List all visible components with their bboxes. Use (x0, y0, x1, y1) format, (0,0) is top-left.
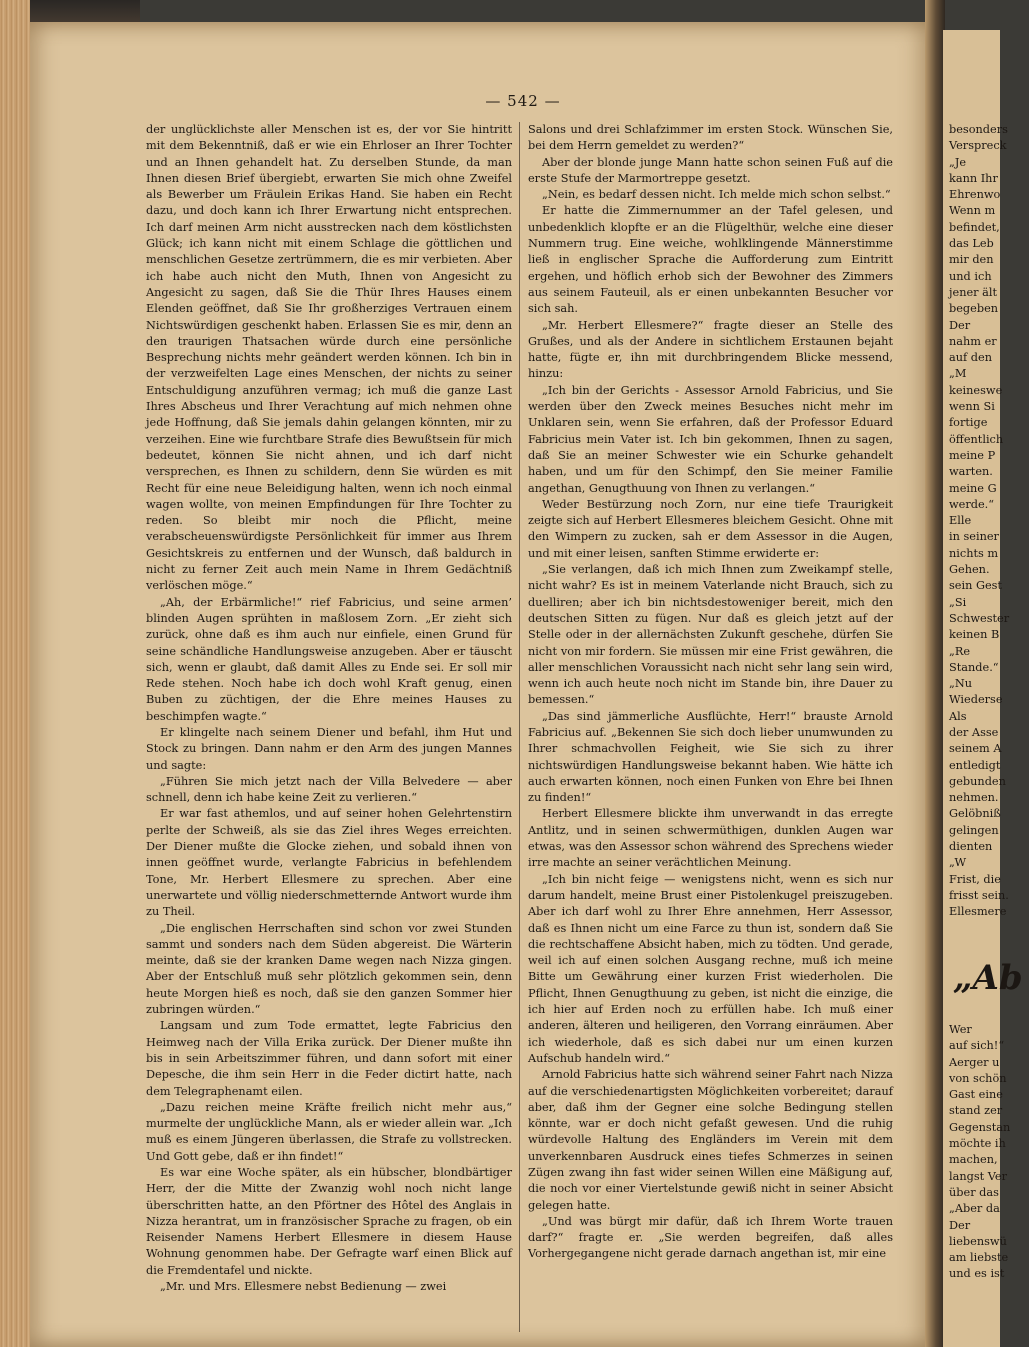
paragraph: „Das sind jämmerliche Ausflüchte, Herr!“ brauste Arnold Fabricius auf. „Bekennen Sie sich doch lieber unumwunden zu Ihrer schmachvollen Feigheit, wie Sie sich zu ihrer nichtswürdigen Handlungsweise bekannt haben. Wie hätte ich auch erwarten können, noch einen Funken von Ehre bei Ihnen zu finden!“ (528, 709, 893, 805)
next-page-line-fragment: über das (949, 1185, 999, 1199)
next-page-line-fragment: entledigt (949, 758, 1001, 772)
next-page-line-fragment: Der (949, 1218, 971, 1232)
paragraph: „Ah, der Erbärmliche!“ rief Fabricius, und seine armen’ blinden Augen sprühten in maßlosem Zorn. „Er zieht sich zurück, ohne daß es ihm auch nur einfiele, einen Grund für seine schändliche Handlungsweise anzugeben. Aber er täuscht sich, wenn er glaubt, daß damit Alles zu Ende sei. Er soll mir Rede stehen. Noch habe ich doch wohl Kraft genug, einen Buben zu züchtigen, der die Ehre meines Hauses zu beschimpfen wagte.“ (146, 595, 512, 723)
next-page-line-fragment: Gelöbniß (949, 807, 1001, 821)
next-page-line-fragment: von schön (949, 1071, 1007, 1085)
next-page-line-fragment: meine G (949, 481, 997, 495)
next-page-line-fragment: Gehen. (949, 563, 990, 577)
paragraph: „Ich bin nicht feige — wenigstens nicht, wenn es sich nur darum handelt, meine Brust einer Pistolenkugel preiszugeben. Aber ich darf wohl zu Ihrer Ehre annehmen, Herr Assessor, daß es Ihnen nicht um eine Farce zu thun ist, sondern daß Sie die rechtschaffene Absicht haben, mich zu tödten. Und gerade, weil ich auf einen solchen Ausgang rechne, muß ich meine Bitte um Gewährung einer kurzen Frist wiederholen. Die Pflicht, Ihnen Genugthuung zu geben, ist nicht die einzige, die ich hier auf Erden noch zu erfüllen habe. Ich muß einer anderen, älteren und heiligeren, den Vorrang einräumen. Aber ich wiederhole, daß es sich dabei nur um einen kurzen Aufschub handeln wird.“ (528, 872, 893, 1065)
paragraph: „Mr. und Mrs. Ellesmere nebst Bedienung — zwei (160, 1280, 447, 1294)
next-page-line-fragment: sein Gest (949, 579, 1003, 593)
next-page-line-fragment: Wiederse (949, 693, 1003, 707)
next-page-line-fragment: stand zer (949, 1104, 1003, 1118)
paragraph: „Mr. Herbert Ellesmere?“ fragte dieser an Stelle des Grußes, und als der Andere in sichtlichem Erstaunen bejaht hatte, fügte er, ihn mit durchbringendem Blicke messend, hinzu: (528, 318, 893, 381)
next-page-line-fragment: Wer (949, 1023, 972, 1036)
next-page-line-fragment: warten. (949, 465, 993, 479)
paragraph: Er hatte die Zimmernummer an der Tafel gelesen, und unbedenklich klopfte er an die Flügelthür, welche eine dieser Nummern trug. Eine weiche, wohlklingende Männerstimme ließ in englischer Sprache die Aufforderung zum Eintritt ergehen, und höflich erhob sich der Bewohner des Zimmers aus seinem Fauteuil, als er einen unbekannten Besucher vor sich sah. (528, 204, 893, 316)
next-page-line-fragment: gelingen (949, 823, 999, 837)
next-page-line-fragment: keinen B (949, 628, 1000, 642)
next-page-line-fragment: Stande.“ (949, 660, 999, 674)
next-page-line-fragment: nichts m (949, 546, 999, 560)
next-page-line-fragment: mir den (949, 253, 994, 267)
column-divider (519, 122, 520, 1332)
next-page-line-fragment: Ehrenwo (949, 188, 1001, 202)
next-page-line-fragment: das Leb (949, 237, 994, 251)
paragraph: Salons und drei Schlafzimmer im ersten Stock. Wünschen Sie, bei dem Herrn gemeldet zu werden?“ (528, 123, 893, 153)
text-column-left (146, 122, 512, 1337)
next-page-line-fragment: machen, (949, 1153, 998, 1167)
next-page-line-fragment: befindet, (949, 220, 1000, 234)
next-page-line-fragment: Wenn m (949, 204, 996, 218)
page-number: — 542 — (485, 92, 561, 110)
next-page-line-fragment: nahm er (949, 334, 997, 348)
next-page-line-fragment: kann Ihr (949, 171, 998, 185)
next-page-line-fragment: öffentlich (949, 432, 1004, 446)
next-page-line-fragment: „Aber da (949, 1202, 1000, 1216)
next-page-text-lower (949, 1022, 1029, 1283)
paragraph: Herbert Ellesmere blickte ihm unverwandt in das erregte Antlitz, und in seinen schwermüthigen, dunklen Augen war etwas, was den Assessor schon während des Sprechens wieder irre machte an seiner verächtlichen Meinung. (528, 807, 893, 870)
next-page-line-fragment: Elle (949, 514, 972, 528)
text-column-right (528, 122, 893, 1337)
gutter-shadow (925, 0, 945, 1347)
paragraph: Weder Bestürzung noch Zorn, nur eine tiefe Traurigkeit zeigte sich auf Herbert Ellesmeres bleichem Gesicht. Ohne mit den Wimpern zu zucken, sah er dem Assessor in die Augen, und mit einer leisen, sanften Stimme erwiderte er: (528, 497, 893, 560)
paragraph: Er klingelte nach seinem Diener und befahl, ihm Hut und Stock zu bringen. Dann nahm er den Arm des jungen Mannes und sagte: (146, 725, 512, 772)
paragraph: „Sie verlangen, daß ich mich Ihnen zum Zweikampf stelle, nicht wahr? Es ist in meinem Vaterlande nicht Brauch, sich zu duelliren; aber ich bin nichtsdestoweniger bereit, mich den deutschen Sitten zu fügen. Nur daß es gleich jetzt auf der Stelle oder in der allernächsten Zukunft geschehe, dürfen Sie nicht von mir fordern. Sie müssen mir eine Frist gewähren, die aller menschlichen Voraussicht nach nicht sehr lang sein wird, wenn ich auch heute noch nicht im Stande bin, ihre Dauer zu bemessen.“ (528, 563, 893, 707)
paragraph: „Dazu reichen meine Kräfte freilich nicht mehr aus,“ murmelte der unglückliche Mann, als er wieder allein war. „Ich muß es einem Jüngeren überlassen, die Strafe zu vollstrecken. Und Gott gebe, daß er ihn findet!“ (146, 1100, 512, 1163)
paragraph: der unglücklichste aller Menschen ist es, der vor Sie hintritt mit dem Bekenntniß, daß er wie ein Ehrloser an Ihrer Tochter und an Ihnen gehandelt hat. Zu derselben Stunde, da man Ihnen diesen Brief übergiebt, erwarten Sie mich ohne Zweifel als Bewerber um Fräulein Erikas Hand. Sie haben ein Recht dazu, und doch kann ich Ihrer Erwartung nicht entsprechen. Ich darf meinen Arm nicht ausstrecken nach dem köstlichsten Glück; ich kann nicht mit einem Schlage die göttlichen und menschlichen Gesetze zertrümmern, die es mir verbieten. Aber ich habe auch nicht den Muth, Ihnen von Angesicht zu Angesicht zu sagen, daß Sie die Thür Ihres Hauses einem Elenden geöffnet, daß Sie Ihr großherziges Vertrauen einem Nichtswürdigen geschenkt haben. Erlassen Sie es mir, denn an den traurigen Thatsachen würde durch eine persönliche Besprechung nichts mehr geändert werden können. Ich bin in der verzweifelten Lage eines Menschen, der nichts zu seiner Entschuldigung anzuführen vermag; ich muß die ganze Last Ihres Abscheus und Ihrer Verachtung auf mich nehmen ohne jede Hoffnung, daß Sie jemals dahin gelangen könnten, mir zu verzeihen. Eine wie furchtbare Strafe dies Bewußtsein für mich bedeutet, können Sie nicht ahnen, und ich darf nicht versprechen, es Ihnen zu schildern, denn Sie würden es mit Recht für eine neue Beleidigung halten, wenn ich noch einmal wagen wollte, von meinen Empfindungen für Ihre Tochter zu reden. So bleibt mir noch die Pflicht, meine verabscheuenswürdigste Persönlichkeit für immer aus Ihrem Gesichtskreis zu entfernen und der Wunsch, daß baldurch in nicht zu ferner Zeit auch mein Name in Ihrem Gedächtniß verlöschen möge.“ (146, 123, 512, 593)
paragraph: „Ich bin der Gerichts - Assessor Arnold Fabricius, und Sie werden über den Zweck meines Besuches nicht mehr im Unklaren sein, wenn Sie erfahren, daß der Professor Eduard Fabricius mein Vater ist. Ich bin gekommen, Ihnen zu sagen, daß Sie an meiner Schwester wie ein Schurke gehandelt haben, und um für den Schimpf, den Sie meiner Familie angethan, Genugthuung von Ihnen zu verlangen.“ (528, 383, 893, 495)
next-page-line-fragment: auf den (949, 351, 992, 365)
next-page-line-fragment: „M (949, 367, 967, 381)
paragraph: Er war fast athemlos, und auf seiner hohen Gelehrtenstirn perlte der Schweiß, als sie das Ziel ihres Weges erreichten. Der Diener mußte die Glocke ziehen, und sobald ihnen von innen geöffnet wurde, verlangte Fabricius in befehlendem Tone, Mr. Herbert Ellesmere zu sprechen. Aber eine unerwartete und völlig niederschmetternde Antwort wurde ihm zu Theil. (146, 807, 512, 919)
next-page-line-fragment: gebunden (949, 774, 1006, 788)
page-edge-stack (0, 0, 30, 1347)
next-page-line-fragment: Verspreck (949, 139, 1007, 153)
next-page-line-fragment: begeben (949, 302, 999, 316)
next-page-line-fragment: Schwester (949, 611, 1010, 625)
next-page-line-fragment: besonders (949, 123, 1008, 136)
next-page-line-fragment: „Je (949, 155, 967, 169)
next-page-line-fragment: Als (949, 709, 967, 723)
next-page-line-fragment: der Asse (949, 725, 999, 739)
paragraph: „Die englischen Herrschaften sind schon vor zwei Stunden sammt und sonders nach dem Süden abgereist. Die Wärterin meinte, daß sie der kranken Dame wegen nach Nizza gingen. Aber der Entschluß muß sehr plötzlich gekommen sein, denn heute Morgen hieß es noch, daß sie den ganzen Sommer hier zubringen würden.“ (146, 921, 512, 1017)
next-page-line-fragment: dienten (949, 840, 993, 854)
page-header (126, 92, 920, 114)
paragraph: Es war eine Woche später, als ein hübscher, blondbärtiger Herr, der die Mitte der Zwanzig wohl noch nicht lange überschritten hatte, an den Pförtner des Hôtel des Anglais in Nizza herantrat, um in französischer Sprache zu fragen, ob ein Reisender Namens Herbert Ellesmere in diesem Hause Wohnung genommen habe. Der Gefragte warf einen Blick auf die Fremdentafel und nickte. (146, 1166, 512, 1277)
next-page-line-fragment: in seiner (949, 530, 999, 544)
next-page-line-fragment: Ellesmere (949, 905, 1007, 919)
next-page-line-fragment: „Nu (949, 677, 973, 691)
next-page-line-fragment: und ich (949, 269, 992, 283)
next-page-line-fragment: und es ist (949, 1267, 1005, 1281)
next-page-line-fragment: „Re (949, 644, 971, 658)
next-page-line-fragment: „W (949, 856, 967, 870)
paragraph: Arnold Fabricius hatte sich während seiner Fahrt nach Nizza auf die verschiedenartigsten Möglichkeiten vorbereitet; darauf aber, daß ihm der Gegner eine solche Bedingung stellen könnte, war er doch nicht gefaßt gewesen. Und die ruhig würdevolle Haltung des Engländers im Verein mit dem unverkennbaren Ausdruck eines tiefes Schmerzes in seinen Zügen zwang ihn fast wider seinen Willen eine Mäßigung auf, die noch vor einer Viertelstunde gewiß nicht in seiner Absicht gelegen hatte. (528, 1068, 893, 1212)
next-page-line-fragment: werde.“ (949, 497, 995, 511)
next-page-text-upper (949, 122, 1029, 921)
next-page-line-fragment: „Si (949, 595, 967, 609)
next-page-line-fragment: möchte ih (949, 1137, 1006, 1151)
paragraph: „Führen Sie mich jetzt nach der Villa Belvedere — aber schnell, denn ich habe keine Zeit zu verlieren.“ (146, 774, 512, 805)
paragraph: Aber der blonde junge Mann hatte schon seinen Fuß auf die erste Stufe der Marmortreppe gesetzt. (528, 155, 893, 185)
paragraph: „Nein, es bedarf dessen nicht. Ich melde mich schon selbst.“ (542, 188, 891, 202)
next-page-line-fragment: frisst sein. (949, 888, 1009, 902)
next-page-line-fragment: Frist, die (949, 872, 1001, 886)
next-page-heading: „Ab (953, 958, 1023, 998)
next-page-line-fragment: Gegenstan (949, 1120, 1011, 1134)
paragraph: „Und was bürgt mir dafür, daß ich Ihrem Worte trauen darf?“ fragte er. „Sie werden begreifen, daß alles Vorhergegangene nicht gerade darnach angethan ist, mir eine (528, 1214, 893, 1261)
next-page-line-fragment: liebenswü (949, 1234, 1007, 1248)
next-page-line-fragment: Der (949, 318, 971, 332)
next-page-line-fragment: am liebste (949, 1251, 1009, 1265)
paragraph: Langsam und zum Tode ermattet, legte Fabricius den Heimweg nach der Villa Erika zurück. Der Diener mußte ihn bis in sein Arbeitszimmer führen, und dann sofort mit einer Depesche, die ihm sein Herr in die Feder dictirt hatte, nach dem Telegraphenamt eilen. (146, 1019, 512, 1098)
next-page-line-fragment: wenn Si (949, 400, 995, 414)
next-page-line-fragment: auf sich!“ (949, 1039, 1005, 1053)
next-page-line-fragment: keineswe (949, 383, 1003, 397)
next-page-line-fragment: seinem A (949, 742, 1002, 756)
next-page-line-fragment: Aerger u (949, 1055, 1000, 1069)
next-page-line-fragment: langst Ver (949, 1169, 1007, 1183)
next-page-line-fragment: nehmen. (949, 791, 999, 805)
next-page-line-fragment: fortige (949, 416, 988, 430)
next-page-line-fragment: jener ält (949, 285, 998, 299)
next-page-line-fragment: Gast eine (949, 1088, 1003, 1102)
next-page-edge (943, 30, 1023, 1347)
next-page-line-fragment: meine P (949, 448, 996, 462)
